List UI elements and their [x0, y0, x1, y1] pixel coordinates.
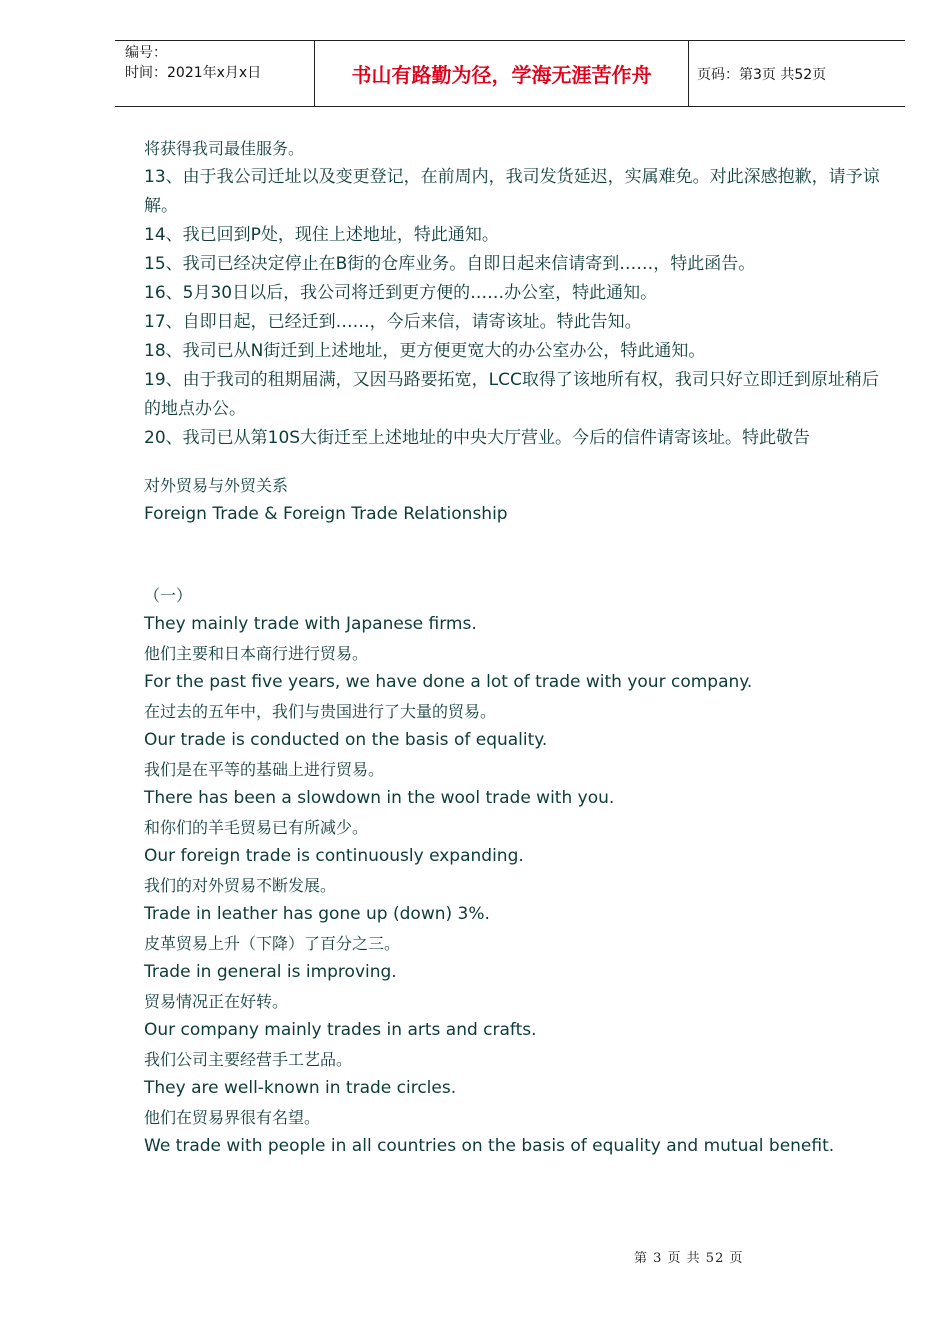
sentence-en: Our company mainly trades in arts and crafts.: [144, 1020, 537, 1040]
list-item: 16、5月30日以后，我公司将迁到更方便的……办公室，特此通知。: [144, 283, 658, 303]
list-item: 13、由于我公司迁址以及变更登记，在前周内，我司发货延迟，实属难免。对此深感抱歉，请予谅解。: [144, 167, 880, 216]
document-body: [144, 134, 884, 1161]
sentence-en: We trade with people in all countries on the basis of equality and mutual benefit.: [144, 1136, 835, 1156]
sentence-en: Trade in general is improving.: [144, 962, 397, 982]
sentence-zh: 在过去的五年中，我们与贵国进行了大量的贸易。: [144, 702, 497, 721]
sentence-en: Our trade is conducted on the basis of equality.: [144, 730, 548, 750]
sentence-en: Trade in leather has gone up (down) 3%.: [144, 904, 490, 924]
sentence-zh: 皮革贸易上升（下降）了百分之三。: [144, 934, 401, 953]
header-page-cell: [689, 41, 905, 106]
header-motto-cell: [315, 41, 689, 106]
sentence-zh: 他们主要和日本商行进行贸易。: [144, 644, 369, 663]
page-footer: 第 3 页 共 52 页: [634, 1251, 744, 1266]
list-item: 18、我司已从N街迁到上述地址，更方便更宽大的办公室办公，特此通知。: [144, 341, 706, 361]
sentence-en: There has been a slowdown in the wool trade with you.: [144, 788, 615, 808]
section-title-en: Foreign Trade & Foreign Trade Relationship: [144, 504, 508, 524]
list-item: 将获得我司最佳服务。: [144, 139, 305, 158]
page-header: [115, 40, 905, 107]
header-page-info: 页码：第3页 共52页: [697, 66, 827, 83]
sentence-zh: 我们的对外贸易不断发展。: [144, 876, 337, 895]
header-time-label: 时间：2021年x月x日: [125, 65, 262, 81]
sentence-en: They mainly trade with Japanese firms.: [144, 614, 477, 634]
sentence-zh: 我们公司主要经营手工艺品。: [144, 1050, 353, 1069]
sentence-zh: 和你们的羊毛贸易已有所减少。: [144, 818, 369, 837]
header-code-label: 编号：: [125, 45, 167, 61]
subsection-label: （一）: [144, 586, 193, 605]
sentence-en: For the past five years, we have done a lot of trade with your company.: [144, 672, 753, 692]
sentence-en: They are well-known in trade circles.: [144, 1078, 457, 1098]
list-item: 15、我司已经决定停止在B街的仓库业务。自即日起来信请寄到……，特此函告。: [144, 254, 756, 274]
list-item: 20、我司已从第10S大街迁至上述地址的中央大厅营业。今后的信件请寄该址。特此敬告: [144, 428, 811, 448]
sentence-zh: 贸易情况正在好转。: [144, 992, 289, 1011]
list-item: 17、自即日起，已经迁到……，今后来信，请寄该址。特此告知。: [144, 312, 642, 332]
list-item: 14、我已回到P处，现住上述地址，特此通知。: [144, 225, 499, 245]
sentence-zh: 他们在贸易界很有名望。: [144, 1108, 321, 1127]
sentence-en: Our foreign trade is continuously expanding.: [144, 846, 524, 866]
header-motto: 书山有路勤为径，学海无涯苦作舟: [351, 63, 652, 87]
sentence-zh: 我们是在平等的基础上进行贸易。: [144, 760, 385, 779]
header-meta-cell: [115, 41, 315, 106]
list-item: 19、由于我司的租期届满，又因马路要拓宽，LCC取得了该地所有权，我司只好立即迁到原址稍后的地点办公。: [144, 370, 879, 419]
section-title-zh: 对外贸易与外贸关系: [144, 476, 289, 495]
